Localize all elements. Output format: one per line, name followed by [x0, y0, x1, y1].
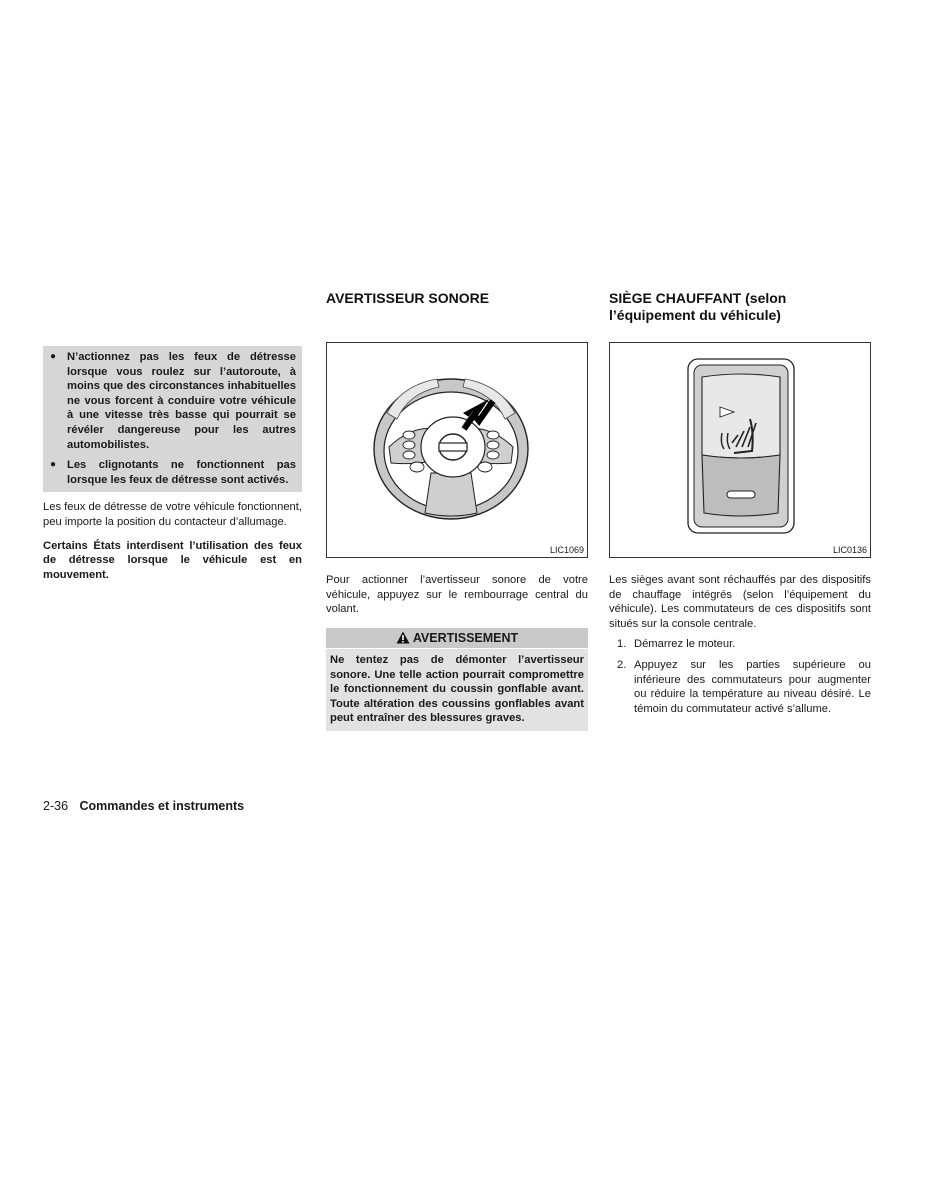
- warning-bullet: ● Les clignotants ne fonctionnent pas lorsque les feux de détresse sont activés.: [50, 459, 296, 486]
- warning-text: Ne tentez pas de démonter l’avertisseur sonore. Une telle action pourrait compromettre le fonctionnement du coussin gonflable avant. Toute altération des coussins gonflables avant peut entraîner des blessures graves.: [326, 649, 588, 731]
- heated-seat-figure: [609, 342, 871, 558]
- heated-seat-switch-illustration: [610, 343, 870, 557]
- heated-seat-heading-line1: SIÈGE CHAUFFANT (selon: [609, 290, 787, 306]
- figure-label: LIC0136: [832, 545, 867, 555]
- left-column: [43, 346, 302, 582]
- page-footer: [43, 798, 244, 814]
- hazard-paragraph: Les feux de détresse de votre véhicule fonctionnent, peu importe la position du contacteur d’allumage.: [43, 501, 302, 528]
- horn-warning-box: [326, 628, 588, 731]
- section-title: Commandes et instruments: [79, 799, 245, 813]
- horn-figure: [326, 342, 588, 558]
- list-item: 2. Appuyez sur les parties supérieure ou inférieure des commutateurs pour augmenter ou réduire la température au niveau désiré. Le témoin du commutateur activé s’allume.: [617, 658, 871, 715]
- list-item: 1. Démarrez le moteur.: [617, 638, 736, 651]
- steering-wheel-horn-illustration: [327, 343, 587, 557]
- horn-heading: AVERTISSEUR SONORE: [326, 290, 490, 306]
- right-column-text: [609, 573, 871, 722]
- warning-title: AVERTISSEMENT: [412, 631, 519, 645]
- warning-bullet: ● N’actionnez pas les feux de détresse lorsque vous roulez sur l’autoroute, à moins que des circonstances inhabituelles ne vous forcent à conduire votre véhicule à une vitesse très basse qui pourrait se révéler dangereuse pour les autres automobilistes.: [50, 351, 296, 451]
- page-number: 2-36: [43, 799, 69, 813]
- warning-triangle-icon: [396, 631, 410, 644]
- hazard-bold-paragraph: Certains États interdisent l’utilisation des feux de détresse lorsque le véhicule est en mouvement.: [43, 539, 302, 581]
- heated-seat-heading-line2: l’équipement du véhicule): [609, 307, 781, 323]
- bullet-dot-icon: ●: [50, 459, 57, 471]
- heated-seat-heading: [609, 290, 786, 324]
- horn-paragraph: Pour actionner l’avertisseur sonore de votre véhicule, appuyez sur le rembourrage central du volant.: [326, 574, 588, 616]
- warning-bullet-box: [43, 346, 302, 492]
- figure-label: LIC1069: [549, 545, 584, 555]
- heated-seat-paragraph: Les sièges avant sont réchauffés par des dispositifs de chauffage intégrés (selon l’équipement du véhicule). Les commutateurs de ces dispositifs sont situés sur la console centrale.: [609, 574, 871, 630]
- warning-header: [326, 628, 588, 648]
- bullet-dot-icon: ●: [50, 351, 57, 362]
- middle-column-text: [326, 573, 588, 617]
- steps-list: [609, 637, 871, 716]
